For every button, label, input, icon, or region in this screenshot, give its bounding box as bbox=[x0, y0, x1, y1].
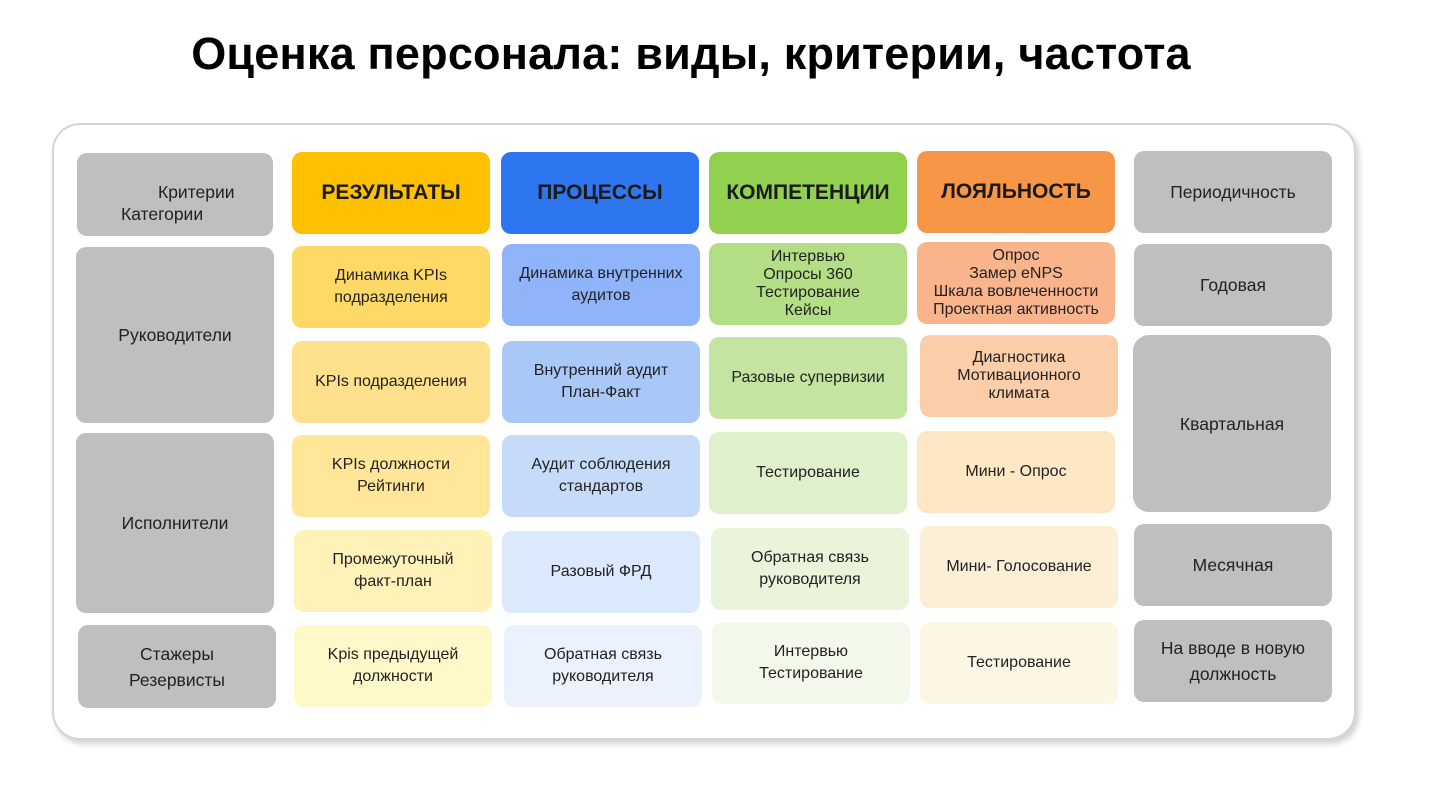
cell-results-row-2: KPIs подразделения bbox=[292, 341, 490, 423]
page-title: Оценка персонала: виды, критерии, частота bbox=[191, 28, 1191, 79]
header-results: РЕЗУЛЬТАТЫ bbox=[292, 152, 490, 234]
cell-processes-row-4: Разовый ФРД bbox=[502, 531, 700, 613]
category-managers: Руководители bbox=[76, 247, 274, 423]
cell-processes-row-5: Обратная связь руководителя bbox=[504, 625, 702, 707]
header-processes: ПРОЦЕССЫ bbox=[501, 152, 699, 234]
cell-competences-row-3: Тестирование bbox=[709, 432, 907, 514]
cell-loyalty-row-3: Мини - Опрос bbox=[917, 431, 1115, 513]
period-monthly: Месячная bbox=[1134, 524, 1332, 606]
cell-results-row-1: Динамика KPIs подразделения bbox=[292, 246, 490, 328]
cell-competences-row-1: Интервью Опросы 360 Тестирование Кейсы bbox=[709, 243, 907, 325]
criteria-label: Критерии bbox=[158, 182, 235, 202]
cell-loyalty-row-2: Диагностика Мотивационного климата bbox=[920, 335, 1118, 417]
cell-loyalty-row-5: Тестирование bbox=[920, 622, 1118, 704]
category-performers: Исполнители bbox=[76, 433, 274, 613]
cell-processes-row-3: Аудит соблюдения стандартов bbox=[502, 435, 700, 517]
cell-results-row-3: KPIs должности Рейтинги bbox=[292, 435, 490, 517]
category-trainees: Стажеры Резервисты bbox=[78, 625, 276, 708]
corner-cell bbox=[77, 153, 273, 236]
cell-loyalty-row-4: Мини- Голосование bbox=[920, 526, 1118, 608]
cell-competences-row-5: Интервью Тестирование bbox=[712, 622, 910, 704]
period-annual: Годовая bbox=[1134, 244, 1332, 326]
cell-loyalty-row-1: Опрос Замер eNPS Шкала вовлеченности Проектная активность bbox=[917, 242, 1115, 324]
period-new-position: На вводе в новую должность bbox=[1134, 620, 1332, 702]
cell-processes-row-1: Динамика внутренних аудитов bbox=[502, 244, 700, 326]
cell-results-row-5: Kpis предыдущей должности bbox=[294, 625, 492, 707]
categories-label: Категории bbox=[121, 204, 204, 224]
cell-results-row-4: Промежуточный факт-план bbox=[294, 530, 492, 612]
header-periodicity: Периодичность bbox=[1134, 151, 1332, 233]
cell-processes-row-2: Внутренний аудит План-Факт bbox=[502, 341, 700, 423]
cell-competences-row-2: Разовые супервизии bbox=[709, 337, 907, 419]
header-competences: КОМПЕТЕНЦИИ bbox=[709, 152, 907, 234]
period-quarterly: Квартальная bbox=[1133, 335, 1331, 512]
header-loyalty: ЛОЯЛЬНОСТЬ bbox=[917, 151, 1115, 233]
cell-competences-row-4: Обратная связь руководителя bbox=[711, 528, 909, 610]
